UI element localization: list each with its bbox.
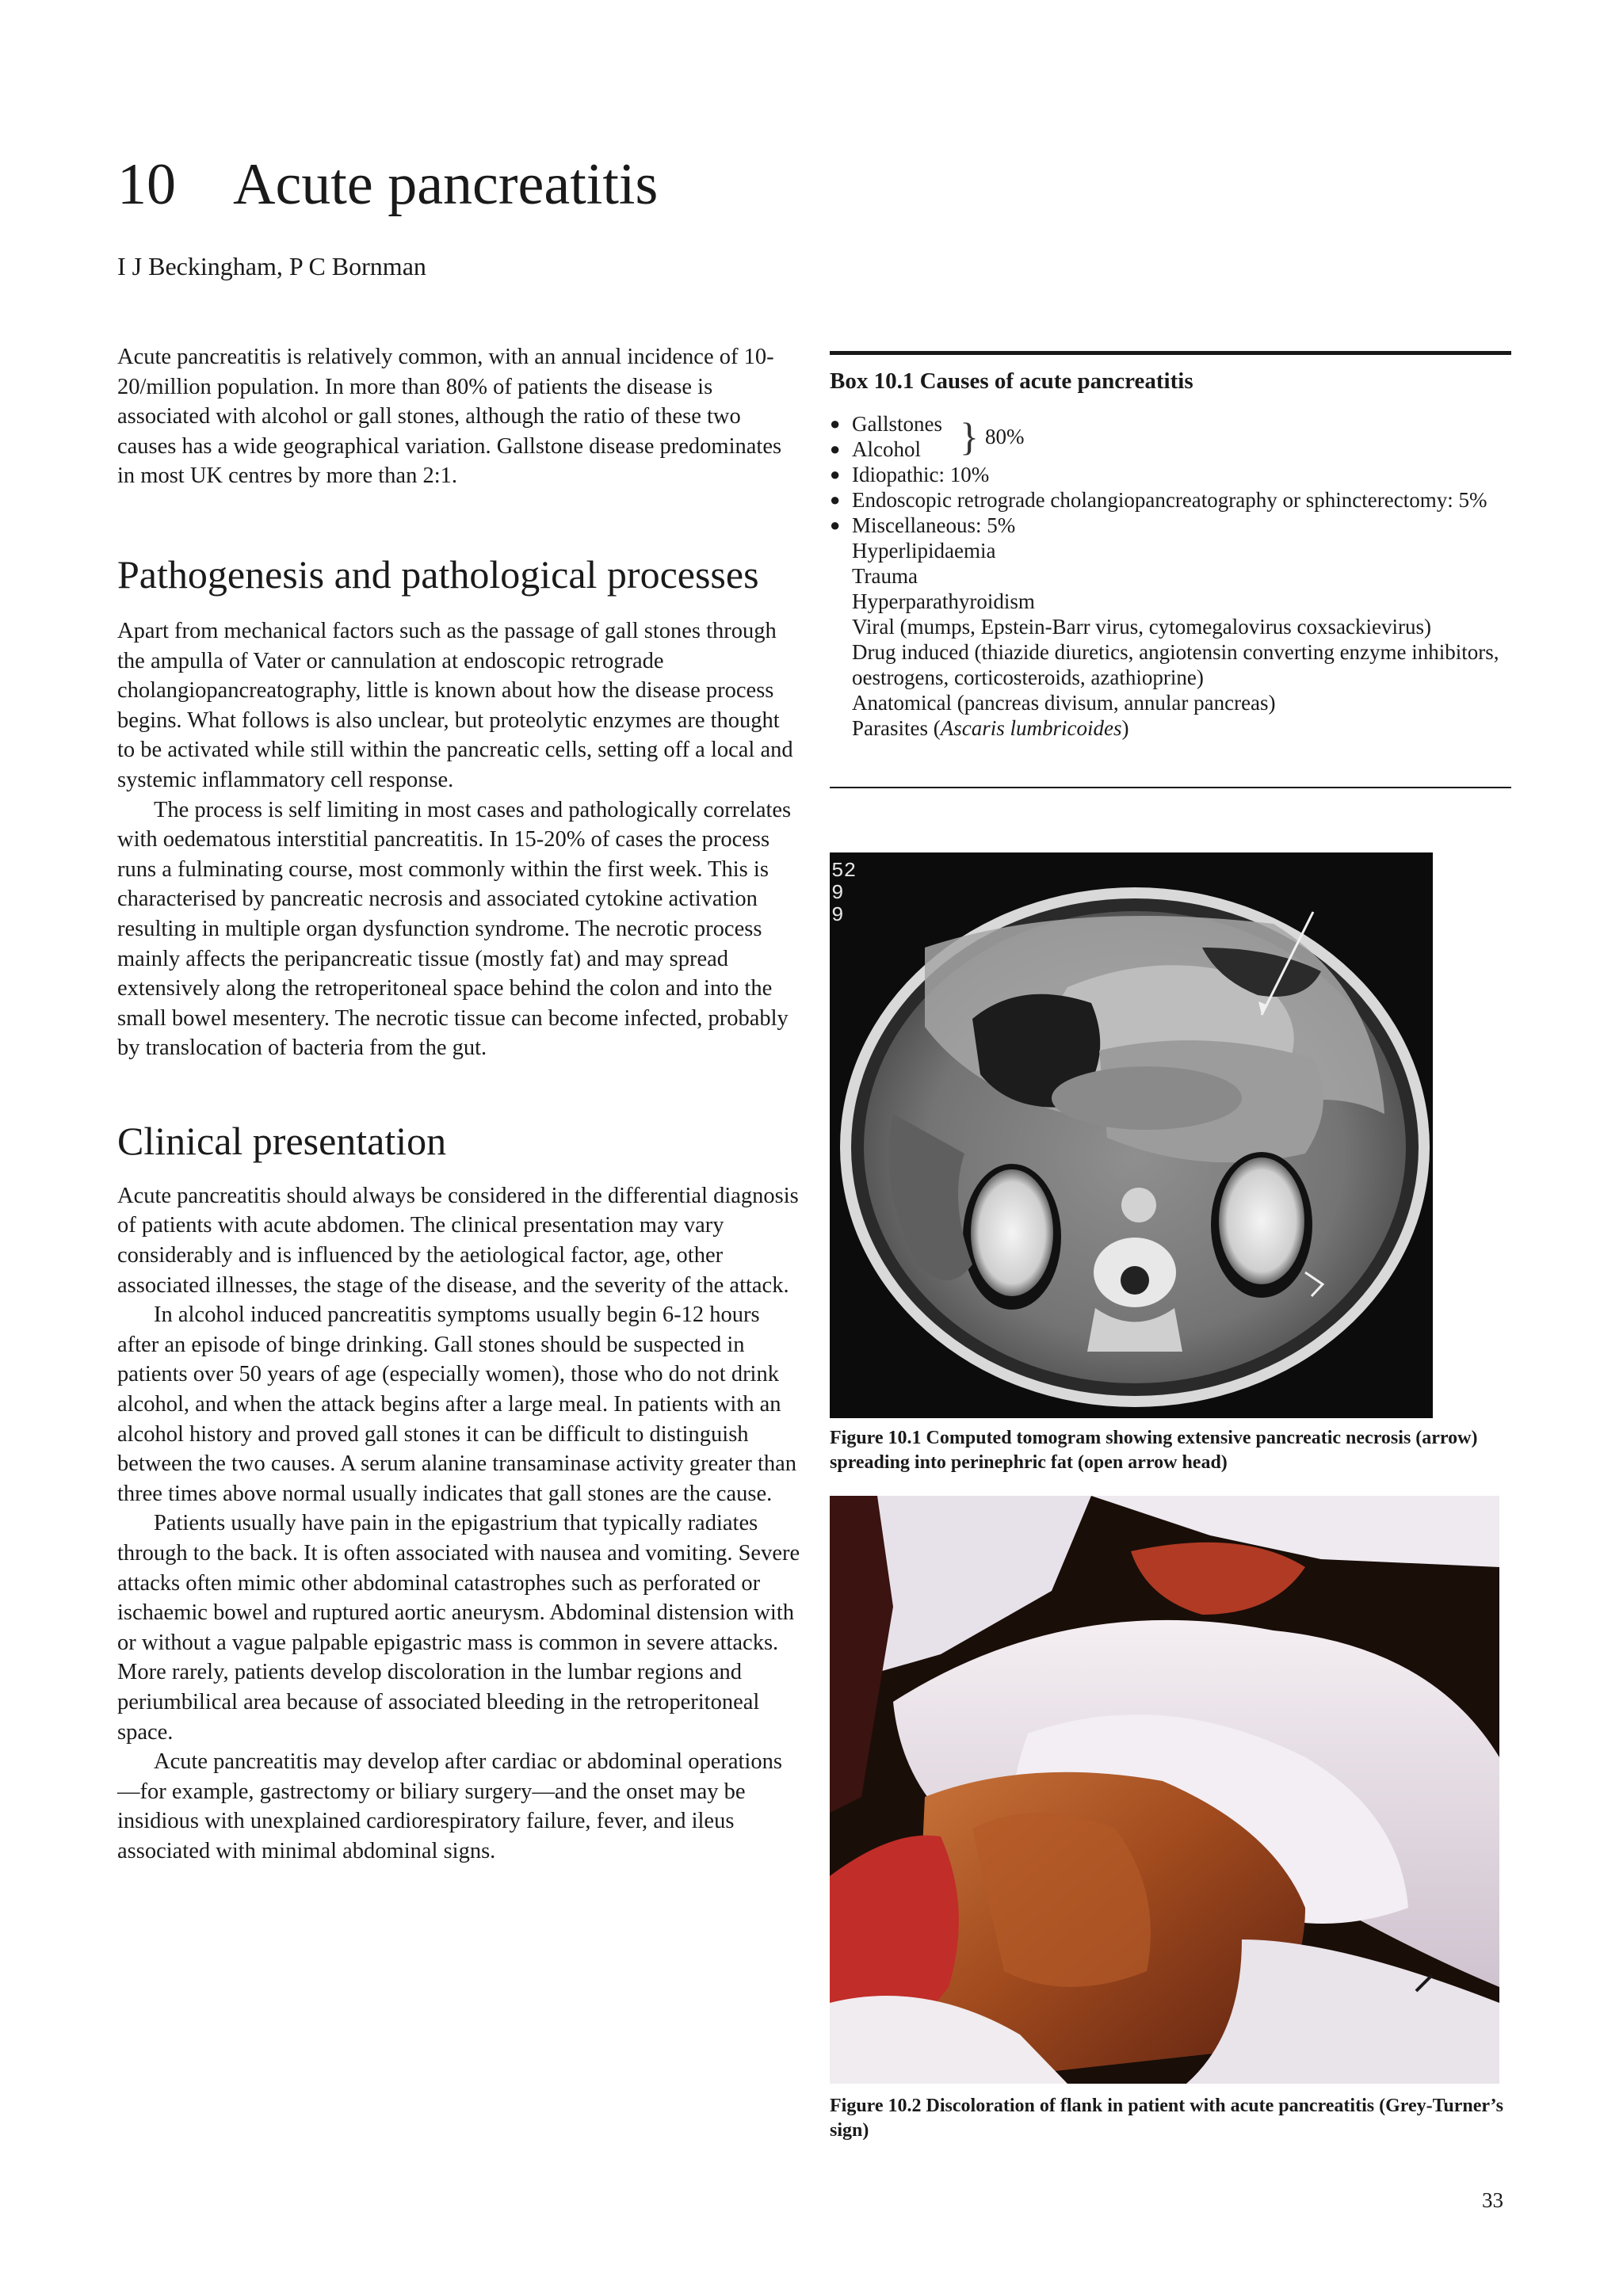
figure-10-2-text: Discoloration of flank in patient with acute pancreatitis (Grey-Turner’s sign)	[830, 2096, 1503, 2141]
bullet-icon: ●	[830, 490, 841, 509]
misc-item-parasites	[852, 715, 1511, 741]
cause-ercp	[830, 487, 1511, 513]
figure-10-1-label: Figure 10.1	[830, 1428, 922, 1448]
miscellaneous-subitems	[830, 538, 1511, 741]
bullet-icon: ●	[830, 439, 841, 459]
cause-miscellaneous	[830, 513, 1511, 538]
misc-item: Drug induced (thiazide diuretics, angiotensin converting enzyme inhibitors, oestrogens, corticosteroids, azathioprine)	[852, 640, 1499, 689]
ct-scan-image	[830, 852, 1433, 1418]
clinical-paragraph-2: In alcohol induced pancreatitis symptoms usually begin 6-12 hours after an episode of binge drinking. Gall stones should be suspected in patients over 50 years of age (especially women), those who do not drink alcohol, and when the attack begins after a large meal. In patients with an alcohol history and proved gall stones it can be difficult to distinguish between the two causes. A serum alanine transaminase activity greater than three times above normal usually indicates that gall stones are the cause.	[117, 1302, 797, 1506]
page-number: 33	[1482, 2188, 1503, 2212]
clinical-paragraph-1: Acute pancreatitis should always be considered in the differential diagnosis of patients with acute abdomen. The clinical presentation may vary considerably and is influenced by the aetiological factor, age, other associated illnesses, the stage of the disease, and the severity of the attack.	[117, 1183, 799, 1298]
box-title: Box 10.1 Causes of acute pancreatitis	[830, 368, 1193, 394]
cause-idiopathic	[830, 462, 1511, 487]
misc-item: Hyperparathyroidism	[852, 589, 1035, 613]
pathogenesis-paragraph-2: The process is self limiting in most cases and pathologically correlates with oedematous interstitial pancreatitis. In 15-20% of cases the process runs a fulminating course, most commonly within the first week. This is characterised by pancreatic necrosis and associated cytokine activation resulting in multiple organ dysfunction syndrome. The necrotic process mainly affects the peripancreatic tissue (mostly fat) and may spread extensively along the retroperitoneal space behind the colon and into the small bowel mesentery. The necrotic tissue can become infected, probably by translocation of bacteria from the gut.	[117, 797, 792, 1061]
causes-list	[830, 411, 1511, 538]
causes-box	[830, 351, 1511, 788]
cause-gallstones: Gallstones	[852, 412, 942, 436]
figure-10-1-text: Computed tomogram showing extensive pancreatic necrosis (arrow) spreading into perinephric fat (open arrow head)	[830, 1428, 1478, 1473]
cause-alcohol: Alcohol	[852, 437, 921, 461]
intro-paragraph: Acute pancreatitis is relatively common, with an annual incidence of 10-20/million population. In more than 80% of patients the disease is associated with alcohol or gall stones, although the ratio of these two causes has a wide geographical variation. Gallstone disease predominates in most UK centres by more than 2:1.	[117, 345, 782, 489]
bullet-icon: ●	[830, 464, 841, 484]
clinical-presentation-heading: Clinical presentation	[117, 1118, 447, 1163]
gallstone-alcohol-group	[830, 411, 1511, 462]
bullet-icon: ●	[830, 414, 841, 433]
cause-idiopathic-text: Idiopathic: 10%	[852, 463, 990, 486]
gallstone-alcohol-percent: 80%	[985, 425, 1025, 448]
chapter-number: 10	[117, 152, 176, 217]
bullet-icon: ●	[830, 515, 841, 535]
brace-icon: }	[960, 414, 979, 459]
cause-miscellaneous-text: Miscellaneous: 5%	[852, 513, 1016, 537]
pathogenesis-paragraph-1: Apart from mechanical factors such as the passage of gall stones through the ampulla of Vater or cannulation at endoscopic retrograde cholangiopancreatography, little is known about how the disease process begins. What follows is also unclear, but proteolytic enzymes are thought to be activated while still within the pancreatic cells, setting off a local and systemic inflammatory cell response.	[117, 618, 793, 792]
figure-10-2-caption	[830, 2094, 1503, 2143]
main-text-column	[117, 342, 802, 1867]
misc-item: Anatomical (pancreas divisum, annular pancreas)	[852, 691, 1276, 715]
parasites-species: Ascaris lumbricoides	[940, 716, 1122, 740]
misc-item: Viral (mumps, Epstein-Barr virus, cytomegalovirus coxsackievirus)	[852, 615, 1431, 639]
parasites-prefix: Parasites (	[852, 716, 941, 740]
parasites-suffix: )	[1121, 716, 1129, 740]
chapter-authors: I J Beckingham, P C Bornman	[117, 252, 426, 280]
figure-10-2-label: Figure 10.2	[830, 2096, 922, 2116]
chapter-title	[117, 152, 659, 217]
pathogenesis-heading: Pathogenesis and pathological processes	[117, 551, 759, 597]
cause-ercp-text: Endoscopic retrograde cholangiopancreatography or sphincterectomy: 5%	[852, 488, 1487, 512]
scan-overlay-text: 52 9 9	[831, 859, 857, 927]
misc-item: Hyperlipidaemia	[852, 539, 996, 563]
clinical-paragraph-4: Acute pancreatitis may develop after cardiac or abdominal operations—for example, gastrectomy or biliary surgery—and the onset may be insidious with unexplained cardiorespiratory failure, fever, and ileus associated with minimal abdominal signs.	[117, 1749, 782, 1863]
chapter-title-text: Acute pancreatitis	[233, 152, 659, 217]
flank-discoloration-photo	[830, 1496, 1499, 2084]
misc-item: Trauma	[852, 564, 918, 588]
figure-10-1-caption	[830, 1426, 1503, 1475]
clinical-paragraph-3: Patients usually have pain in the epigastrium that typically radiates through to the back. It is often associated with nausea and vomiting. Severe attacks often mimic other abdominal catastrophes such as perforated or ischaemic bowel and ruptured aortic aneurysm. Abdominal distension with or without a vague palpable epigastric mass is common in severe attacks. More rarely, patients develop discoloration in the lumbar regions and periumbilical area because of associated bleeding in the retroperitoneal space.	[117, 1511, 800, 1745]
